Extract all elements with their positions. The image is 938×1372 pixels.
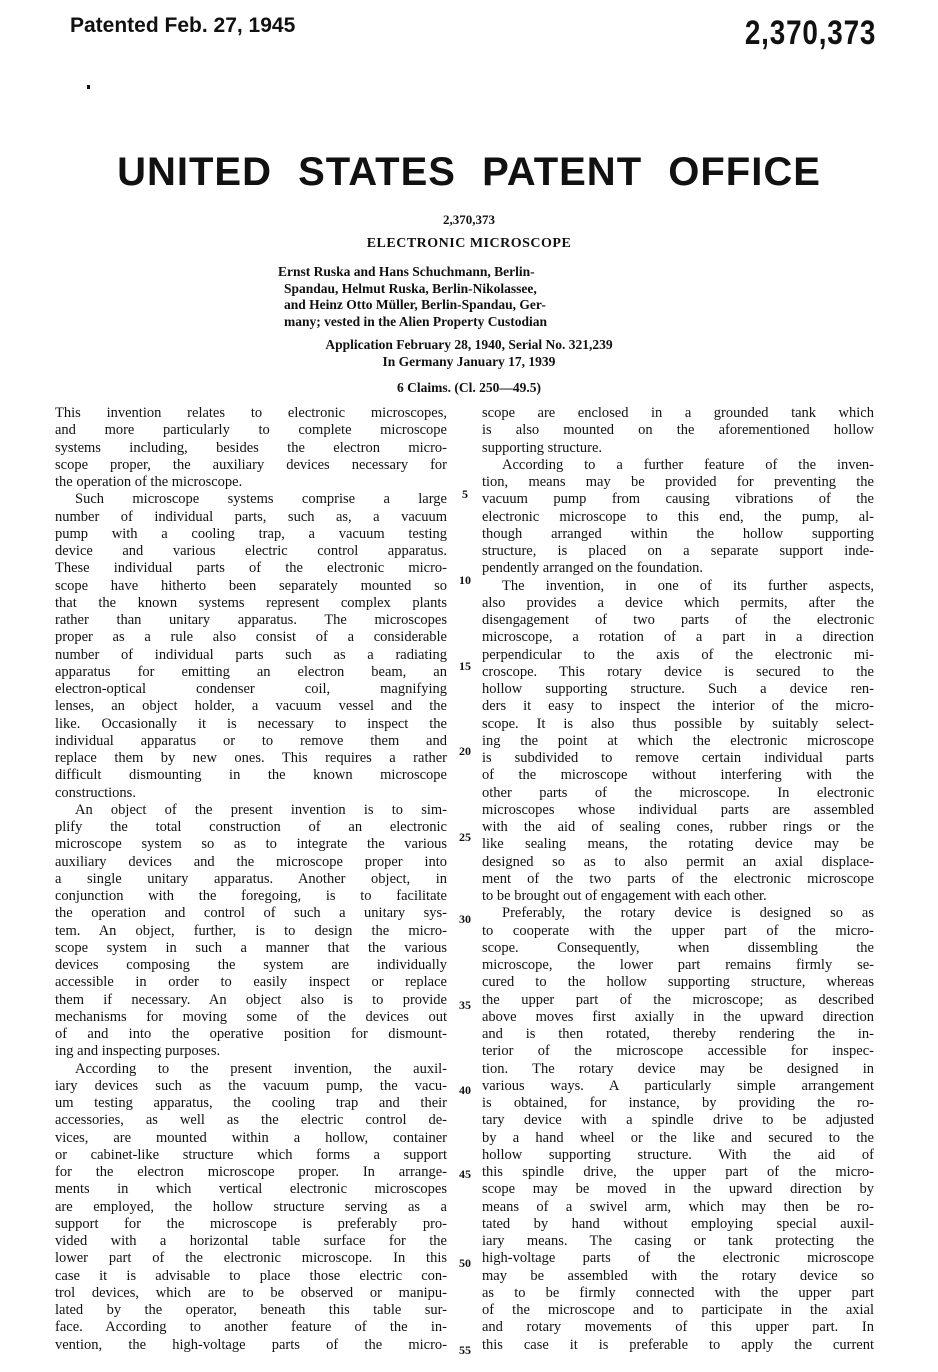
text-line: um testing apparatus, the cooling trap and their (55, 1095, 447, 1111)
text-line: tion, means may be provided for preventing the (482, 474, 874, 490)
text-line: scope are enclosed in a grounded tank which (482, 405, 874, 421)
line-number: 55 (459, 1343, 471, 1357)
text-line: iary means. The casing or tank protecting the (482, 1233, 874, 1249)
text-line: vention, the high-voltage parts of the micro- (55, 1336, 447, 1353)
text-line: ments in which vertical electronic microscopes (55, 1181, 447, 1198)
text-line: vided with a horizontal table surface for the (55, 1233, 447, 1249)
text-line: with the aid of sealing cones, rubber rings or the (482, 819, 874, 835)
text-line: are employed, the hollow structure serving as a (55, 1198, 447, 1215)
text-line: devices composing the system are individually (55, 957, 447, 973)
text-line: for the electron microscope proper. In arrange- (55, 1164, 447, 1180)
text-line: or cabinet-like structure which forms a support (55, 1146, 447, 1163)
inventor-line: Ernst Ruska and Hans Schuchmann, Berlin- (278, 264, 535, 279)
inventor-line: Spandau, Helmut Ruska, Berlin-Nikolassee, (284, 280, 537, 296)
text-line: terior of the microscope accessible for inspec- (482, 1043, 874, 1060)
application-line: In Germany January 17, 1939 (382, 353, 556, 369)
line-number: 25 (459, 830, 471, 844)
text-line: ing the point at which the electronic microscope (482, 732, 874, 749)
line-number: 35 (459, 998, 471, 1012)
ink-speck (87, 85, 90, 89)
text-line: like. Occasionally it is necessary to inspect the (55, 715, 447, 732)
text-line: tated by hand without employing special auxil- (482, 1215, 874, 1232)
line-number: 30 (459, 912, 471, 926)
text-line: conjunction with the foregoing, is to facilitate (55, 888, 447, 904)
text-line: trol devices, which are to be observed or manipu- (55, 1284, 447, 1301)
text-line: high-voltage parts of the electronic microscope (482, 1250, 874, 1267)
text-line: auxiliary devices and the microscope proper into (55, 853, 447, 870)
text-line: support for the microscope is preferably pro- (55, 1215, 447, 1232)
text-line: ders it easy to inspect the interior of the micro- (482, 698, 874, 715)
text-line: of the microscope without interfering with the (482, 767, 874, 784)
text-line: individual apparatus or to remove them and (55, 732, 447, 749)
text-line: scope system in such a manner that the various (55, 939, 447, 956)
text-line: face. According to another feature of the in- (55, 1319, 447, 1336)
text-line: microscope, a rotation of a part in a direction (482, 629, 874, 646)
line-number: 50 (459, 1256, 471, 1270)
text-line: lated by the operator, beneath this table sur- (55, 1302, 447, 1318)
text-line: case it is advisable to place those electric con- (55, 1267, 447, 1284)
text-line: though arranged within the hollow supporting (482, 525, 874, 542)
text-line: scope proper, the auxiliary devices necessary for (55, 456, 447, 473)
text-line: microscope, the lower part remains firmly se- (482, 957, 874, 973)
left-column (55, 405, 447, 1354)
text-line: Preferably, the rotary device is designed so as (502, 905, 874, 922)
text-line: accessible in order to easily inspect or replace (55, 974, 447, 991)
text-line: accessories, as well as the electric control de- (55, 1112, 447, 1129)
text-line: constructions. (55, 784, 136, 801)
text-line: of the microscope and to participate in the axial (482, 1302, 874, 1318)
line-number: 45 (459, 1167, 471, 1181)
text-line: rather than unitary apparatus. The microscopes (55, 612, 447, 628)
text-line: as to be firmly connected with the upper part (482, 1284, 874, 1301)
inventors-block (278, 264, 666, 330)
text-line: number of individual parts such as a radiating (55, 646, 447, 663)
text-line: number of individual parts, such as, a vacuum (55, 508, 447, 525)
text-line: various ways. A particularly simple arrangement (482, 1077, 874, 1094)
text-line: the upper part of the microscope; as described (482, 991, 874, 1008)
text-line: lower part of the electronic microscope. In this (55, 1250, 447, 1267)
text-line: is subdivided to remove certain individual parts (482, 750, 874, 766)
text-line: means of a swivel arm, which may then be ro- (482, 1198, 874, 1215)
text-line: microscopes whose individual parts are assembled (482, 801, 874, 818)
invention-title: ELECTRONIC MICROSCOPE (366, 236, 572, 251)
text-line: electron-optical condenser coil, magnifying (55, 681, 447, 697)
line-number: 10 (459, 573, 471, 587)
line-number: 5 (462, 487, 468, 501)
text-line: and rotary movements of this upper part. In (482, 1319, 874, 1336)
patent-number-header: 2,370,373 (744, 14, 876, 52)
text-line: The invention, in one of its further aspects, (502, 577, 874, 594)
text-line: to cooperate with the upper part of the micro- (482, 922, 874, 939)
line-number: 40 (459, 1083, 471, 1097)
text-line: difficult dismounting in the known microscope (55, 767, 447, 784)
claims-line: 6 Claims. (Cl. 250—49.5) (397, 380, 541, 395)
text-line: systems including, besides the electron micro- (55, 439, 447, 456)
text-line: ing and inspecting purposes. (55, 1043, 221, 1060)
text-line: hollow supporting structure. Such a device ren- (482, 681, 874, 697)
text-line: may be assembled with the rotary device so (482, 1267, 874, 1284)
text-line: scope may be moved in the upward direction by (482, 1181, 874, 1198)
line-number: 20 (459, 744, 471, 758)
text-line: electronic microscope to this end, the pump, al- (482, 508, 874, 525)
text-line: supporting structure. (482, 439, 603, 456)
office-title: UNITED STATES PATENT OFFICE (117, 150, 821, 194)
text-line: plify the total construction of an electronic (55, 819, 447, 835)
text-line: scope. It is also thus possible by suitably select- (482, 715, 874, 732)
patented-date: Patented Feb. 27, 1945 (70, 14, 296, 37)
text-line: is also mounted on the aforementioned hollow (482, 422, 874, 439)
text-line: the operation of the microscope. (55, 474, 243, 490)
text-line: like sealing means, the rotating device may be (482, 836, 874, 853)
text-line: vacuum pump from causing vibrations of the (482, 491, 874, 508)
text-line: other parts of the microscope. In electronic (482, 784, 874, 801)
text-line: that the known systems represent complex plants (55, 594, 447, 611)
text-line: also provides a device which permits, after the (482, 594, 874, 611)
text-line: pump with a cooling trap, a vacuum testing (55, 525, 447, 542)
text-line: and more particularly to complete microscope (55, 422, 447, 439)
patent-number-center: 2,370,373 (443, 212, 495, 227)
text-line: cured to the hollow supporting structure, whereas (482, 974, 874, 991)
text-line: disengagement of two parts of the electronic (482, 612, 874, 628)
text-line: designed so as to also permit an axial displace- (482, 853, 874, 870)
text-line: a single unitary apparatus. Another object, in (55, 870, 447, 887)
text-line: scope. Consequently, when dissembling the (482, 939, 874, 956)
text-line: this spindle drive, the upper part of the micro- (482, 1164, 874, 1180)
text-line: of and into the operative position for dismount- (55, 1026, 447, 1042)
application-line: Application February 28, 1940, Serial No. 321,239 (325, 337, 613, 352)
text-line: hollow supporting structure. With the aid of (482, 1146, 874, 1163)
text-line: vices, are mounted within a hollow, container (55, 1129, 447, 1146)
text-line: ment of the two parts of the electronic microscope (482, 870, 874, 887)
text-line: replace them by new ones. This requires a rather (55, 750, 447, 766)
text-line: and is then rotated, thereby rendering the in- (482, 1026, 874, 1042)
text-line: scope have hitherto been separately mounted so (55, 577, 447, 594)
text-line: tem. An object, further, is to design the micro- (55, 922, 447, 939)
application-block (0, 337, 938, 370)
text-line: lenses, an object holder, a vacuum vessel and the (55, 698, 447, 715)
text-line: pendently arranged on the foundation. (482, 560, 704, 577)
text-line: tary device with a spindle drive to be adjusted (482, 1112, 874, 1129)
text-line: These individual parts of the electronic micro- (55, 560, 447, 577)
text-line: mechanisms for moving some of the devices out (55, 1008, 447, 1025)
inventor-line: and Heinz Otto Müller, Berlin-Spandau, Ger- (284, 297, 546, 312)
text-line: apparatus for emitting an electron beam, an (55, 663, 447, 680)
text-line: An object of the present invention is to sim- (75, 801, 447, 818)
right-column (482, 405, 874, 1354)
text-line: by a hand wheel or the like and secured to the (482, 1129, 874, 1146)
text-line: the operation and control of such a unitary sys- (55, 905, 447, 922)
text-line: them if necessary. An object also is to provide (55, 991, 447, 1008)
text-line: Such microscope systems comprise a large (75, 491, 447, 508)
text-line: proper as a rule also consist of a considerable (55, 629, 447, 646)
line-number: 15 (459, 659, 471, 673)
text-line: is obtained, for instance, by providing the ro- (482, 1095, 874, 1111)
text-line: structure, is placed on a separate support inde- (482, 543, 874, 559)
text-line: microscope system so as to integrate the various (55, 836, 447, 853)
text-line: to be brought out of engagement with each other. (482, 888, 767, 904)
text-line: tion. The rotary device may be designed in (482, 1060, 874, 1077)
text-line: iary devices such as the vacuum pump, the vacu- (55, 1077, 447, 1094)
inventor-line: many; vested in the Alien Property Custodian (284, 313, 548, 329)
text-line: this case it is preferable to apply the current (482, 1336, 874, 1353)
text-line: This invention relates to electronic microscopes, (55, 405, 447, 421)
text-line: croscope. This rotary device is secured to the (482, 663, 874, 680)
text-line: above moves first axially in the upward direction (482, 1008, 874, 1025)
text-line: According to a further feature of the inven- (502, 456, 874, 473)
text-line: perpendicular to the axis of the electronic mi- (482, 646, 874, 663)
text-line: device and various electric control apparatus. (55, 543, 447, 559)
text-line: According to the present invention, the auxil- (75, 1060, 447, 1077)
